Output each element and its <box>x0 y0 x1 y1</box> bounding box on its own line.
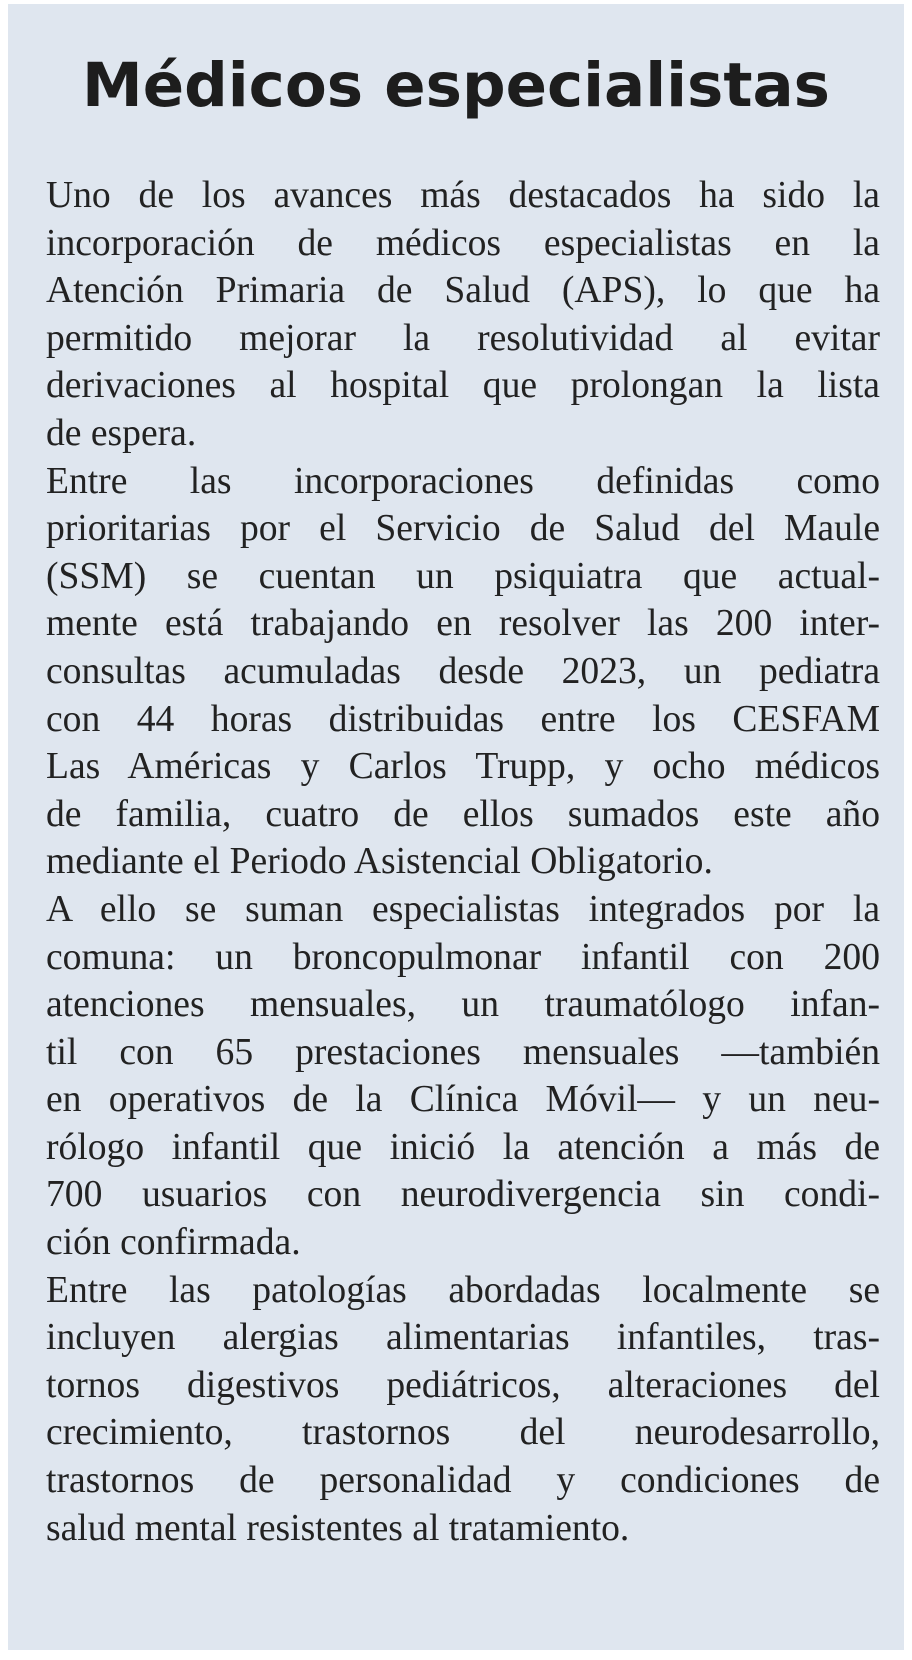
text-line: comuna: un broncopulmonar infantil con 200 <box>46 936 880 978</box>
text-line: salud mental resistentes al tratamiento. <box>46 1507 630 1549</box>
text-line: 700 usuarios con neurodivergencia sin condi- <box>46 1174 880 1216</box>
text-line: rólogo infantil que inició la atención a más de <box>46 1126 880 1168</box>
text-line: atenciones mensuales, un traumatólogo infan- <box>46 984 880 1026</box>
text-line: incorporación de médicos especialistas en la <box>46 222 880 264</box>
paragraph-3 <box>46 886 880 1267</box>
text-line: de familia, cuatro de ellos sumados este año <box>46 793 880 835</box>
text-line: mediante el Periodo Asistencial Obligatorio. <box>46 841 713 883</box>
text-line: derivaciones al hospital que prolongan la lista <box>46 365 880 407</box>
text-line: ción confirmada. <box>46 1222 301 1264</box>
text-line: crecimiento, trastornos del neurodesarrollo, <box>46 1412 880 1454</box>
text-line: Uno de los avances más destacados ha sido la <box>46 175 880 216</box>
text-line: prioritarias por el Servicio de Salud del Maule <box>46 508 880 550</box>
text-line: consultas acumuladas desde 2023, un pediatra <box>46 650 880 692</box>
paragraph-4 <box>46 1267 880 1553</box>
article-box <box>8 4 904 1650</box>
text-line: trastornos de personalidad y condiciones de <box>46 1460 880 1502</box>
paragraph-2 <box>46 458 880 886</box>
article-title: Médicos especialistas <box>82 50 830 121</box>
text-line: incluyen alergias alimentarias infantiles, tras- <box>46 1317 880 1359</box>
text-line: Entre las patologías abordadas localmente se <box>46 1269 880 1311</box>
text-line: Atención Primaria de Salud (APS), lo que ha <box>46 270 880 312</box>
text-line: en operativos de la Clínica Móvil— y un neu- <box>46 1079 880 1121</box>
text-line: tornos digestivos pediátricos, alteraciones del <box>46 1364 880 1406</box>
text-line: con 44 horas distribuidas entre los CESFAM <box>46 698 880 740</box>
text-line: mente está trabajando en resolver las 200 inter- <box>46 603 880 645</box>
text-line: Las Américas y Carlos Trupp, y ocho médicos <box>46 746 880 788</box>
text-line: til con 65 prestaciones mensuales —también <box>46 1031 880 1073</box>
text-line: Entre las incorporaciones definidas como <box>46 460 880 502</box>
text-line: de espera. <box>46 412 197 454</box>
paragraph-1 <box>46 172 880 458</box>
article-body <box>46 172 880 1552</box>
text-line: (SSM) se cuentan un psiquiatra que actual- <box>46 555 880 597</box>
text-line: A ello se suman especialistas integrados por la <box>46 888 880 930</box>
text-line: permitido mejorar la resolutividad al evitar <box>46 317 880 359</box>
